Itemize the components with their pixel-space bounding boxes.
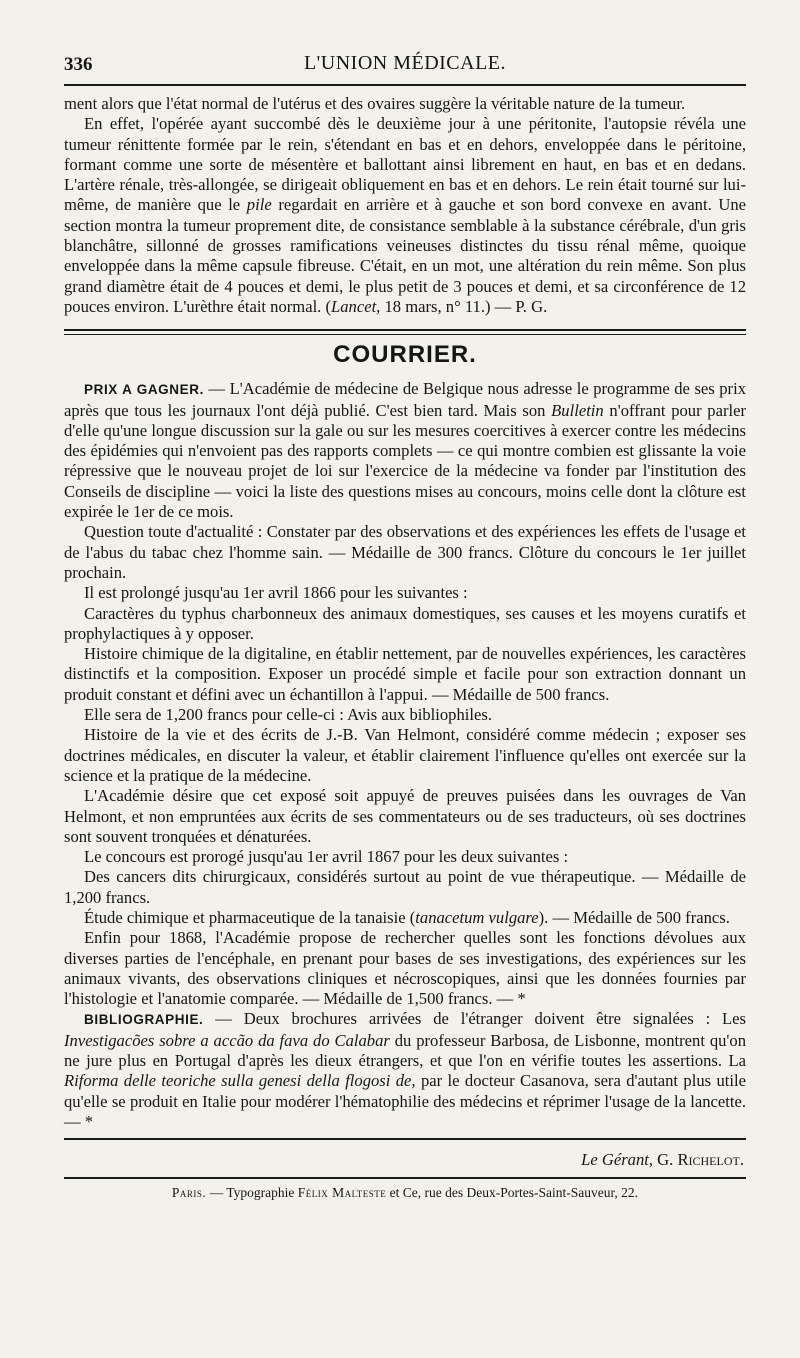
- page-number: 336: [64, 54, 93, 75]
- book-title: Riforma delle teoriche sulla genesi della flogosi de,: [64, 1071, 416, 1091]
- italic-term: pile: [246, 195, 272, 215]
- book-title: Investigacões sobre a accão da fava do Calabar: [64, 1030, 390, 1050]
- prorogation-notice: Le concours est prorogé jusqu'au 1er avril 1867 pour les deux suivantes :: [84, 847, 569, 867]
- bibliographie-paragraph: [64, 1009, 746, 1132]
- prolongation-notice: Il est prolongé jusqu'au 1er avril 1866 pour les suivantes :: [84, 583, 468, 603]
- section-divider: [64, 329, 746, 335]
- article-text: regardait en arrière et à gauche et son bord convexe en avant. Une section montra la tumeur proprement dite, de consistance semblable à la substance cérébrale, d'un gris blanchâtre, sillonné de grosses ramifications veineuses distinctes du tissu rénal même, quoique enveloppée dans la même capsule fibreuse. C'était, en un mot, une altération du rein même. Son plus grand diamètre était de 4 pouces et demi, le plus petit de 3 pouces et demi, et sa circonférence de 12 pouces environ. L'urèthre était normal. (: [64, 195, 746, 316]
- source-journal: Lancet,: [331, 296, 381, 316]
- italic-term: Bulletin: [551, 400, 604, 420]
- printer-imprint: [64, 1185, 746, 1201]
- imprint-city: Paris.: [171, 1184, 207, 1200]
- question-encephale: Enfin pour 1868, l'Académie propose de rechercher quelles sont les fonctions dévolues aux diverses parties de l'encéphale, en prenant pour bases de ses investigations, des expériences sur les animaux vivants, des observations cliniques et nécroscopiques, ainsi que les données fournies par l'histologie et l'anatomie comparée. — Médaille de 1,500 francs. — *: [64, 928, 746, 1009]
- question-digitaline: Histoire chimique de la digitaline, en établir nettement, par de nouvelles expériences, les caractères distinctifs et la composition. Exposer un procédé simple et facile pour son extraction donnant un produit constant et défini avec un échantillon à l'appui. — Médaille de 500 francs.: [64, 644, 746, 704]
- imprint-printer: Félix Malteste: [297, 1184, 387, 1200]
- footer-divider: [64, 1138, 746, 1140]
- imprint-text: — Typographie: [209, 1184, 295, 1200]
- question-tanaisie: [64, 908, 746, 928]
- article-paragraph-2: [64, 114, 746, 317]
- paragraph-text: Étude chimique et pharmaceutique de la tanaisie (: [84, 907, 416, 927]
- bibliophiles-note: Elle sera de 1,200 francs pour celle-ci : Avis aux bibliophiles.: [84, 705, 492, 725]
- question-typhus: Caractères du typhus charbonneux des animaux domestiques, ses causes et les moyens curatifs et prophylactiques à y opposer.: [64, 603, 746, 643]
- signature-name: G. Richelot.: [657, 1150, 744, 1170]
- page-header: [64, 48, 746, 86]
- section-title: COURRIER.: [333, 341, 477, 369]
- run-in-heading: BIBLIOGRAPHIE.: [84, 1012, 204, 1028]
- latin-name: tanacetum vulgare: [415, 907, 539, 927]
- paragraph-text: du professeur Barbosa, de Lisbonne, montrent qu'on ne jure plus en Portugal d'après les dieux étrangers, et que l'on en vérifie toutes les assertions. La: [64, 1030, 747, 1071]
- article-paragraph-1: ment alors que l'état normal de l'utérus et des ovaires suggère la véritable nature de la tumeur.: [64, 94, 686, 113]
- paragraph-text: par le docteur Casanova, sera d'autant plus utile qu'elle se produit en Italie pour modérer l'hématophilie des médecins et réprimer l'usage de la lancette. — *: [64, 1071, 746, 1131]
- imprint-divider: [64, 1177, 746, 1179]
- imprint-address: et Ce, rue des Deux-Portes-Saint-Sauveur, 22.: [389, 1184, 639, 1200]
- question-tabac: Question toute d'actualité : Constater par des observations et des expériences les effets de l'usage et de l'abus du tabac chez l'homme sain. — Médaille de 300 francs. Clôture du concours le 1er juillet prochain.: [64, 522, 746, 582]
- academie-note: L'Académie désire que cet exposé soit appuyé de preuves puisées dans les ouvrages de Van Helmont, et non empruntées aux écrits de ses commentateurs ou de ses traducteurs, où ses doctrines sont souvent tronquées et dénaturées.: [64, 786, 746, 846]
- top-article: [64, 94, 746, 317]
- run-in-heading: PRIX A GAGNER.: [84, 382, 204, 398]
- article-citation: 18 mars, n° 11.) — P. G.: [384, 296, 548, 316]
- signature-label: Le Gérant,: [581, 1150, 654, 1170]
- question-cancers: Des cancers dits chirurgicaux, considérés surtout au point de vue thérapeutique. — Médaille de 1,200 francs.: [64, 867, 746, 907]
- courrier-section: [64, 379, 746, 1132]
- paragraph-text: ). — Médaille de 500 francs.: [538, 907, 730, 927]
- paragraph-text: — Deux brochures arrivées de l'étranger doivent être signalées : Les: [215, 1009, 747, 1029]
- paragraph-text: n'offrant pour parler d'elle qu'une longue discussion sur la gale ou sur les mesures coercitives à exercer contre les médecins des épidémies qui n'envoient pas des rapports complets — ce qui montre combien est glissante la voie répressive que le nouveau projet de loi sur l'exercice de la médecine va fonder par l'institution des Conseils de discipline — voici la liste des questions mises au concours, moins celle dont la clôture est expirée le 1er de ce mois.: [64, 400, 746, 522]
- prix-paragraph: [64, 379, 746, 522]
- article-text: En effet, l'opérée ayant succombé dès le deuxième jour à une péritonite, l'autopsie révéla une tumeur rénittente formée par le rein, s'étendant en bas et en dehors, enveloppée dans le péritoine, formant comme une sorte de mésentère et ballottant ainsi librement en haut, en bas et en dedans. L'artère rénale, très-allongée, se dirigeait obliquement en bas et en dehors. Le rein était tourné sur lui-même, de manière que le: [64, 114, 746, 215]
- journal-title: L'UNION MÉDICALE.: [303, 52, 507, 74]
- question-helmont: Histoire de la vie et des écrits de J.-B. Van Helmont, considéré comme médecin ; exposer ses doctrines médicales, en discuter la valeur, et établir clairement l'influence qu'elles ont exercée sur la science et la pratique de la médecine.: [64, 725, 746, 785]
- paragraph-text: — L'Académie de médecine de Belgique nous adresse le programme de ses prix après que tous les journaux l'ont déjà publié. C'est bien tard. Mais son: [64, 379, 746, 420]
- signature: [64, 1150, 746, 1170]
